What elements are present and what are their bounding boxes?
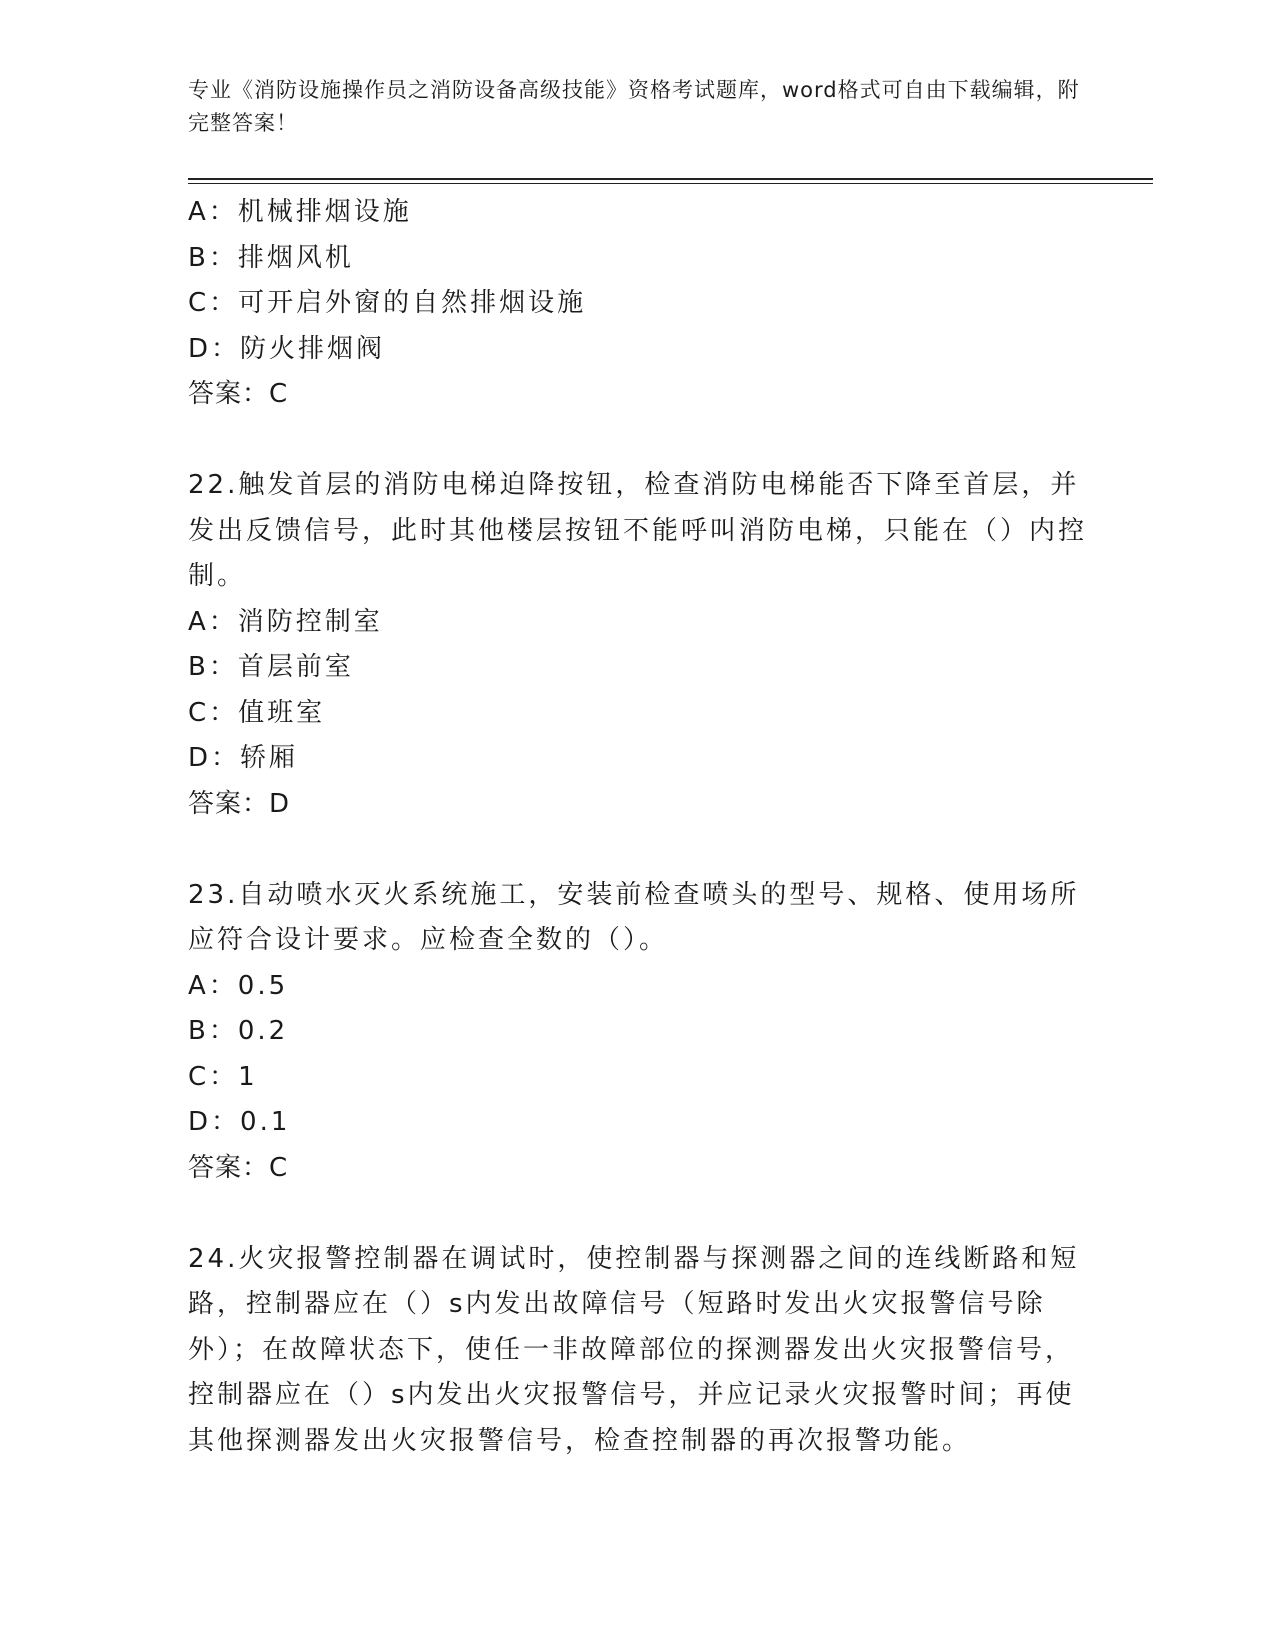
option-d: D：轿厢 xyxy=(188,743,299,773)
option-d: D：防火排烟阀 xyxy=(188,333,386,364)
option-c: C：值班室 xyxy=(188,697,326,728)
header-divider-thick xyxy=(188,178,1153,180)
spacer xyxy=(188,827,1088,873)
question-23 xyxy=(188,873,1088,1192)
header-title: 专业《消防设施操作员之消防设备高级技能》资格考试题库，word格式可自由下载编辑，附完整答案！ xyxy=(188,78,1080,135)
answer: 答案：C xyxy=(188,379,289,409)
question-21-continued xyxy=(188,190,1088,418)
spacer xyxy=(188,1191,1088,1237)
question-22 xyxy=(188,463,1088,827)
option-b: B：排烟风机 xyxy=(188,242,354,273)
spacer xyxy=(188,418,1088,464)
answer: 答案：C xyxy=(188,1152,289,1183)
option-a: A：消防控制室 xyxy=(188,606,383,637)
option-c: C：1 xyxy=(188,1061,258,1092)
question-text: 23.自动喷水灭火系统施工，安装前检查喷头的型号、规格、使用场所应符合设计要求。应检查全数的（）。 xyxy=(188,879,1080,955)
option-d: D：0.1 xyxy=(188,1107,291,1137)
option-a: A：0.5 xyxy=(188,970,289,1001)
question-24 xyxy=(188,1237,1088,1465)
question-list xyxy=(188,190,1088,1464)
option-b: B：0.2 xyxy=(188,1016,289,1046)
answer: 答案：D xyxy=(188,788,291,819)
option-b: B：首层前室 xyxy=(188,652,354,682)
option-c: C：可开启外窗的自然排烟设施 xyxy=(188,288,587,318)
question-text: 22.触发首层的消防电梯迫降按钮，检查消防电梯能否下降至首层，并发出反馈信号，此时其他楼层按钮不能呼叫消防电梯，只能在（）内控制。 xyxy=(188,470,1088,591)
document-header xyxy=(188,74,1088,140)
option-a: A：机械排烟设施 xyxy=(188,197,412,227)
header-divider-thin xyxy=(188,183,1153,184)
question-text: 24.火灾报警控制器在调试时，使控制器与探测器之间的连线断路和短路，控制器应在（）s内发出故障信号（短路时发出火灾报警信号除外）；在故障状态下，使任一非故障部位的探测器发出火灾报警信号，控制器应在（）s内发出火灾报警信号，并应记录火灾报警时间；再使其他探测器发出火灾报警信号，检查控制器的再次报警功能。 xyxy=(188,1243,1080,1456)
